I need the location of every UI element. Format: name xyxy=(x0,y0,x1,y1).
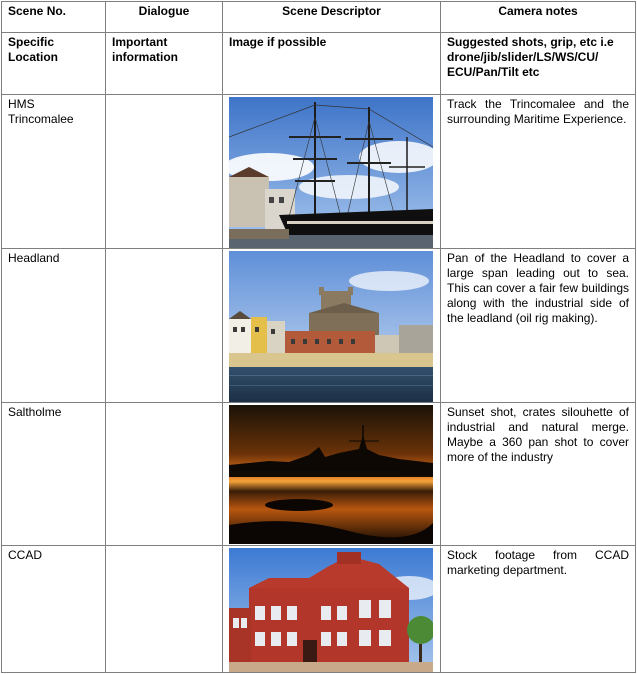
subheader-location: Specific Location xyxy=(2,33,106,95)
row-location: HMS Trincomalee xyxy=(2,95,106,249)
shot-list-table xyxy=(1,1,636,673)
row-location: Headland xyxy=(2,249,106,403)
row-location: CCAD xyxy=(2,546,106,673)
subheader-suggested-shots: Suggested shots, grip, etc i.e drone/jib/slider/LS/WS/CU/ ECU/Pan/Tilt etc xyxy=(441,33,636,95)
subheader-row xyxy=(2,33,636,95)
red-brick-building-photo xyxy=(229,548,433,672)
row-camera-notes: Pan of the Headland to cover a large span leading out to sea. This can cover a fair few buildings along with the industrial side of the leadland (oil rig making). xyxy=(441,249,636,403)
header-row xyxy=(2,2,636,33)
subheader-image: Image if possible xyxy=(223,33,441,95)
tall-ship-photo xyxy=(229,97,433,248)
table-row xyxy=(2,249,636,403)
subheader-important-info: Important information xyxy=(106,33,223,95)
header-camera-notes: Camera notes xyxy=(441,2,636,33)
header-scene-no: Scene No. xyxy=(2,2,106,33)
header-scene-descriptor: Scene Descriptor xyxy=(223,2,441,33)
row-dialogue xyxy=(106,546,223,673)
table-row xyxy=(2,546,636,673)
row-dialogue xyxy=(106,95,223,249)
row-camera-notes: Track the Trincomalee and the surrounding Maritime Experience. xyxy=(441,95,636,249)
headland-town-photo xyxy=(229,251,433,402)
row-dialogue xyxy=(106,249,223,403)
table-row xyxy=(2,95,636,249)
table-row xyxy=(2,403,636,546)
sunset-photo xyxy=(229,405,433,544)
header-dialogue: Dialogue xyxy=(106,2,223,33)
row-camera-notes: Sunset shot, crates silouhette of industrial and natural merge. Maybe a 360 pan shot to cover more of the industry xyxy=(441,403,636,546)
row-dialogue xyxy=(106,403,223,546)
row-location: Saltholme xyxy=(2,403,106,546)
row-camera-notes: Stock footage from CCAD marketing department. xyxy=(441,546,636,673)
